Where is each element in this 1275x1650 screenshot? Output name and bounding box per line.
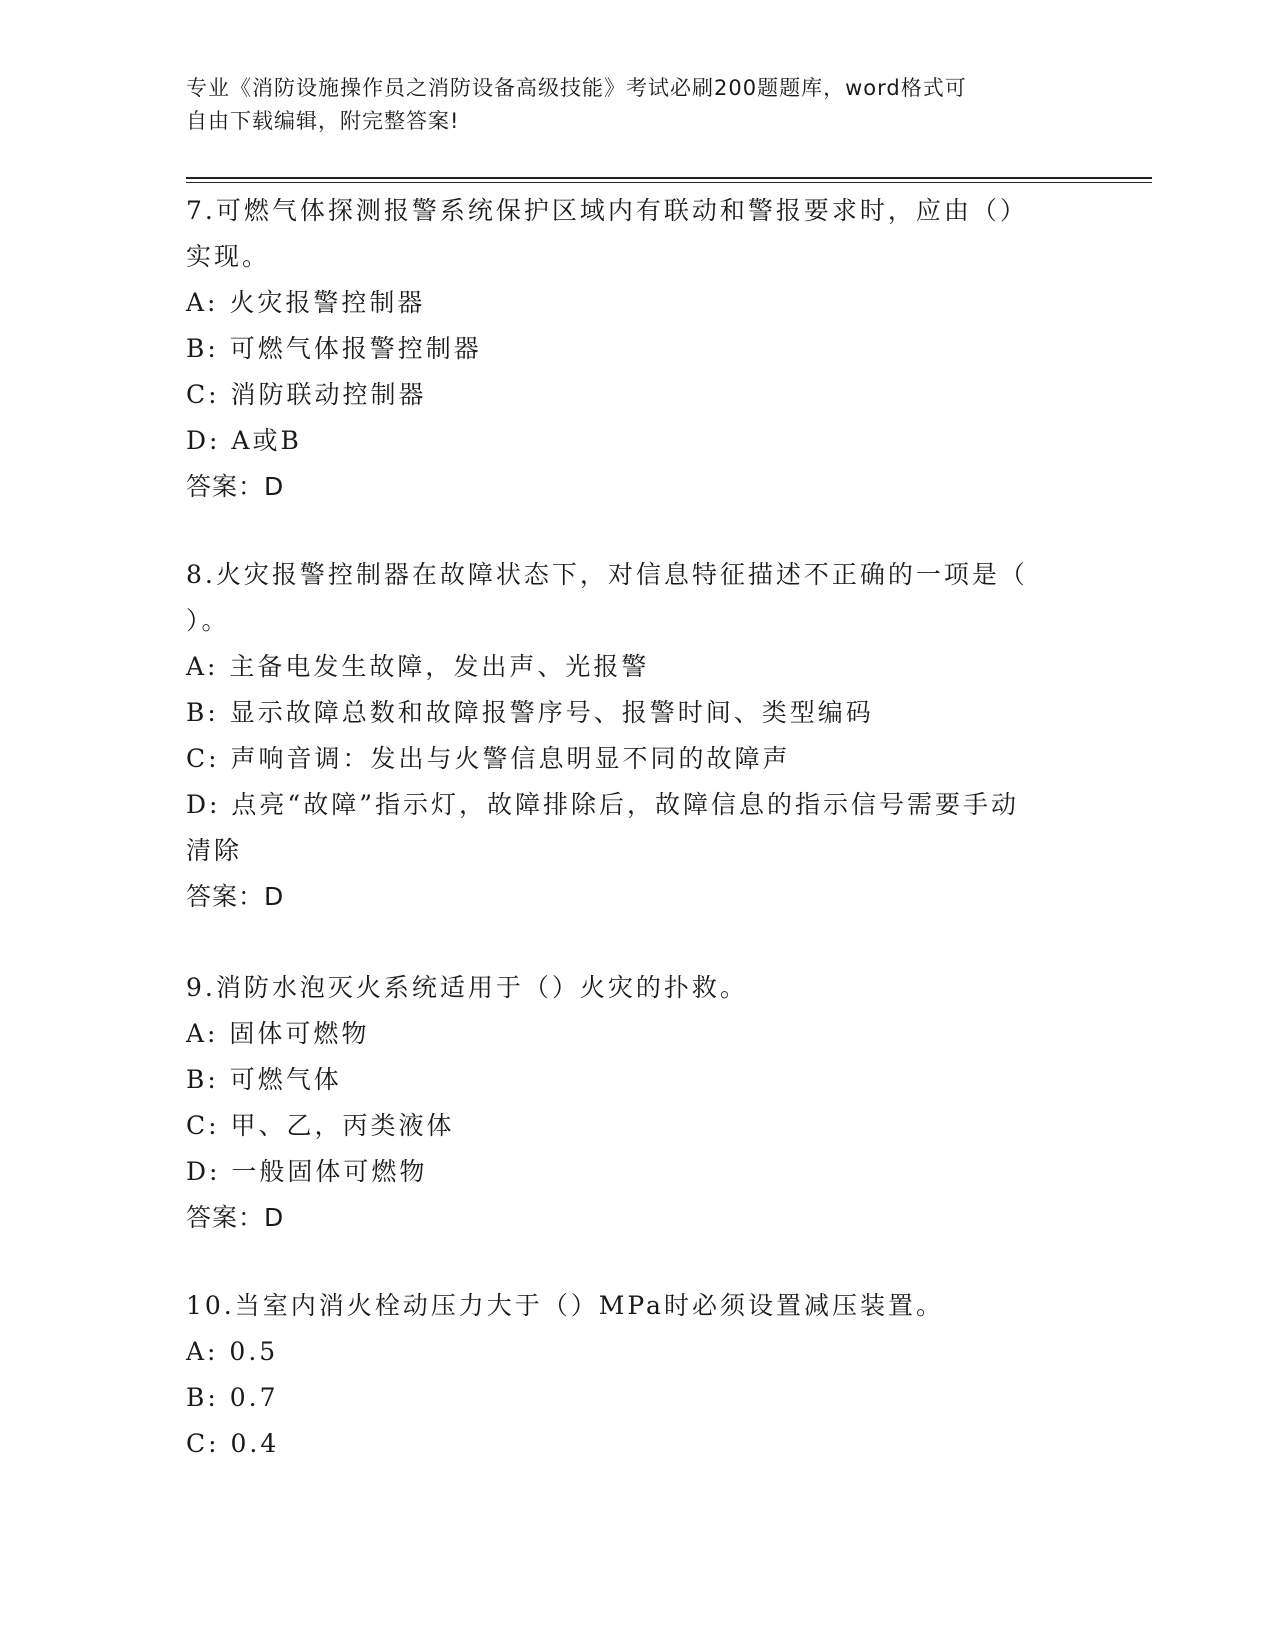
- option-d: D: 点亮“故障”指示灯，故障排除后，故障信息的指示信号需要手动: [186, 790, 1019, 819]
- option-d-continued: 清除: [186, 836, 243, 865]
- option-c: C: 0.4: [186, 1429, 280, 1458]
- answer: 答案：D: [186, 472, 285, 501]
- question-stem-continued: 实现。: [186, 242, 271, 271]
- header-divider-thick: [186, 177, 1152, 179]
- option-b: B: 0.7: [186, 1383, 279, 1412]
- option-c: C: 甲、乙，丙类液体: [186, 1111, 455, 1140]
- option-a: A: 火灾报警控制器: [186, 288, 426, 317]
- option-b: B: 显示故障总数和故障报警序号、报警时间、类型编码: [186, 698, 874, 727]
- option-b: B: 可燃气体报警控制器: [186, 334, 482, 363]
- option-b: B: 可燃气体: [186, 1065, 342, 1094]
- option-d: D: 一般固体可燃物: [186, 1157, 428, 1186]
- option-c: C: 声响音调：发出与火警信息明显不同的故障声: [186, 744, 791, 773]
- question-8: [186, 552, 1086, 920]
- answer: 答案：D: [186, 882, 285, 911]
- question-9: [186, 965, 1086, 1241]
- option-d: D: A或B: [186, 426, 302, 455]
- option-a: A: 0.5: [186, 1337, 279, 1366]
- option-a: A: 固体可燃物: [186, 1019, 370, 1048]
- question-7: [186, 188, 1086, 510]
- header-line-1: 专业《消防设施操作员之消防设备高级技能》考试必刷200题题库，word格式可: [186, 76, 967, 100]
- document-header: [186, 72, 1086, 138]
- question-stem: 9.消防水泡灭火系统适用于（）火灾的扑救。: [186, 973, 748, 1002]
- question-stem: 7.可燃气体探测报警系统保护区域内有联动和警报要求时，应由（）: [186, 196, 1028, 225]
- header-line-2: 自由下载编辑，附完整答案!: [186, 109, 460, 133]
- header-divider-thin: [186, 182, 1152, 183]
- question-stem-continued: ）。: [186, 606, 230, 635]
- option-a: A: 主备电发生故障，发出声、光报警: [186, 652, 650, 681]
- option-c: C: 消防联动控制器: [186, 380, 427, 409]
- question-stem: 10.当室内消火栓动压力大于（）MPa时必须设置减压装置。: [186, 1291, 944, 1320]
- question-stem: 8.火灾报警控制器在故障状态下，对信息特征描述不正确的一项是（: [186, 560, 1028, 589]
- question-10: [186, 1283, 1086, 1467]
- answer: 答案：D: [186, 1203, 285, 1232]
